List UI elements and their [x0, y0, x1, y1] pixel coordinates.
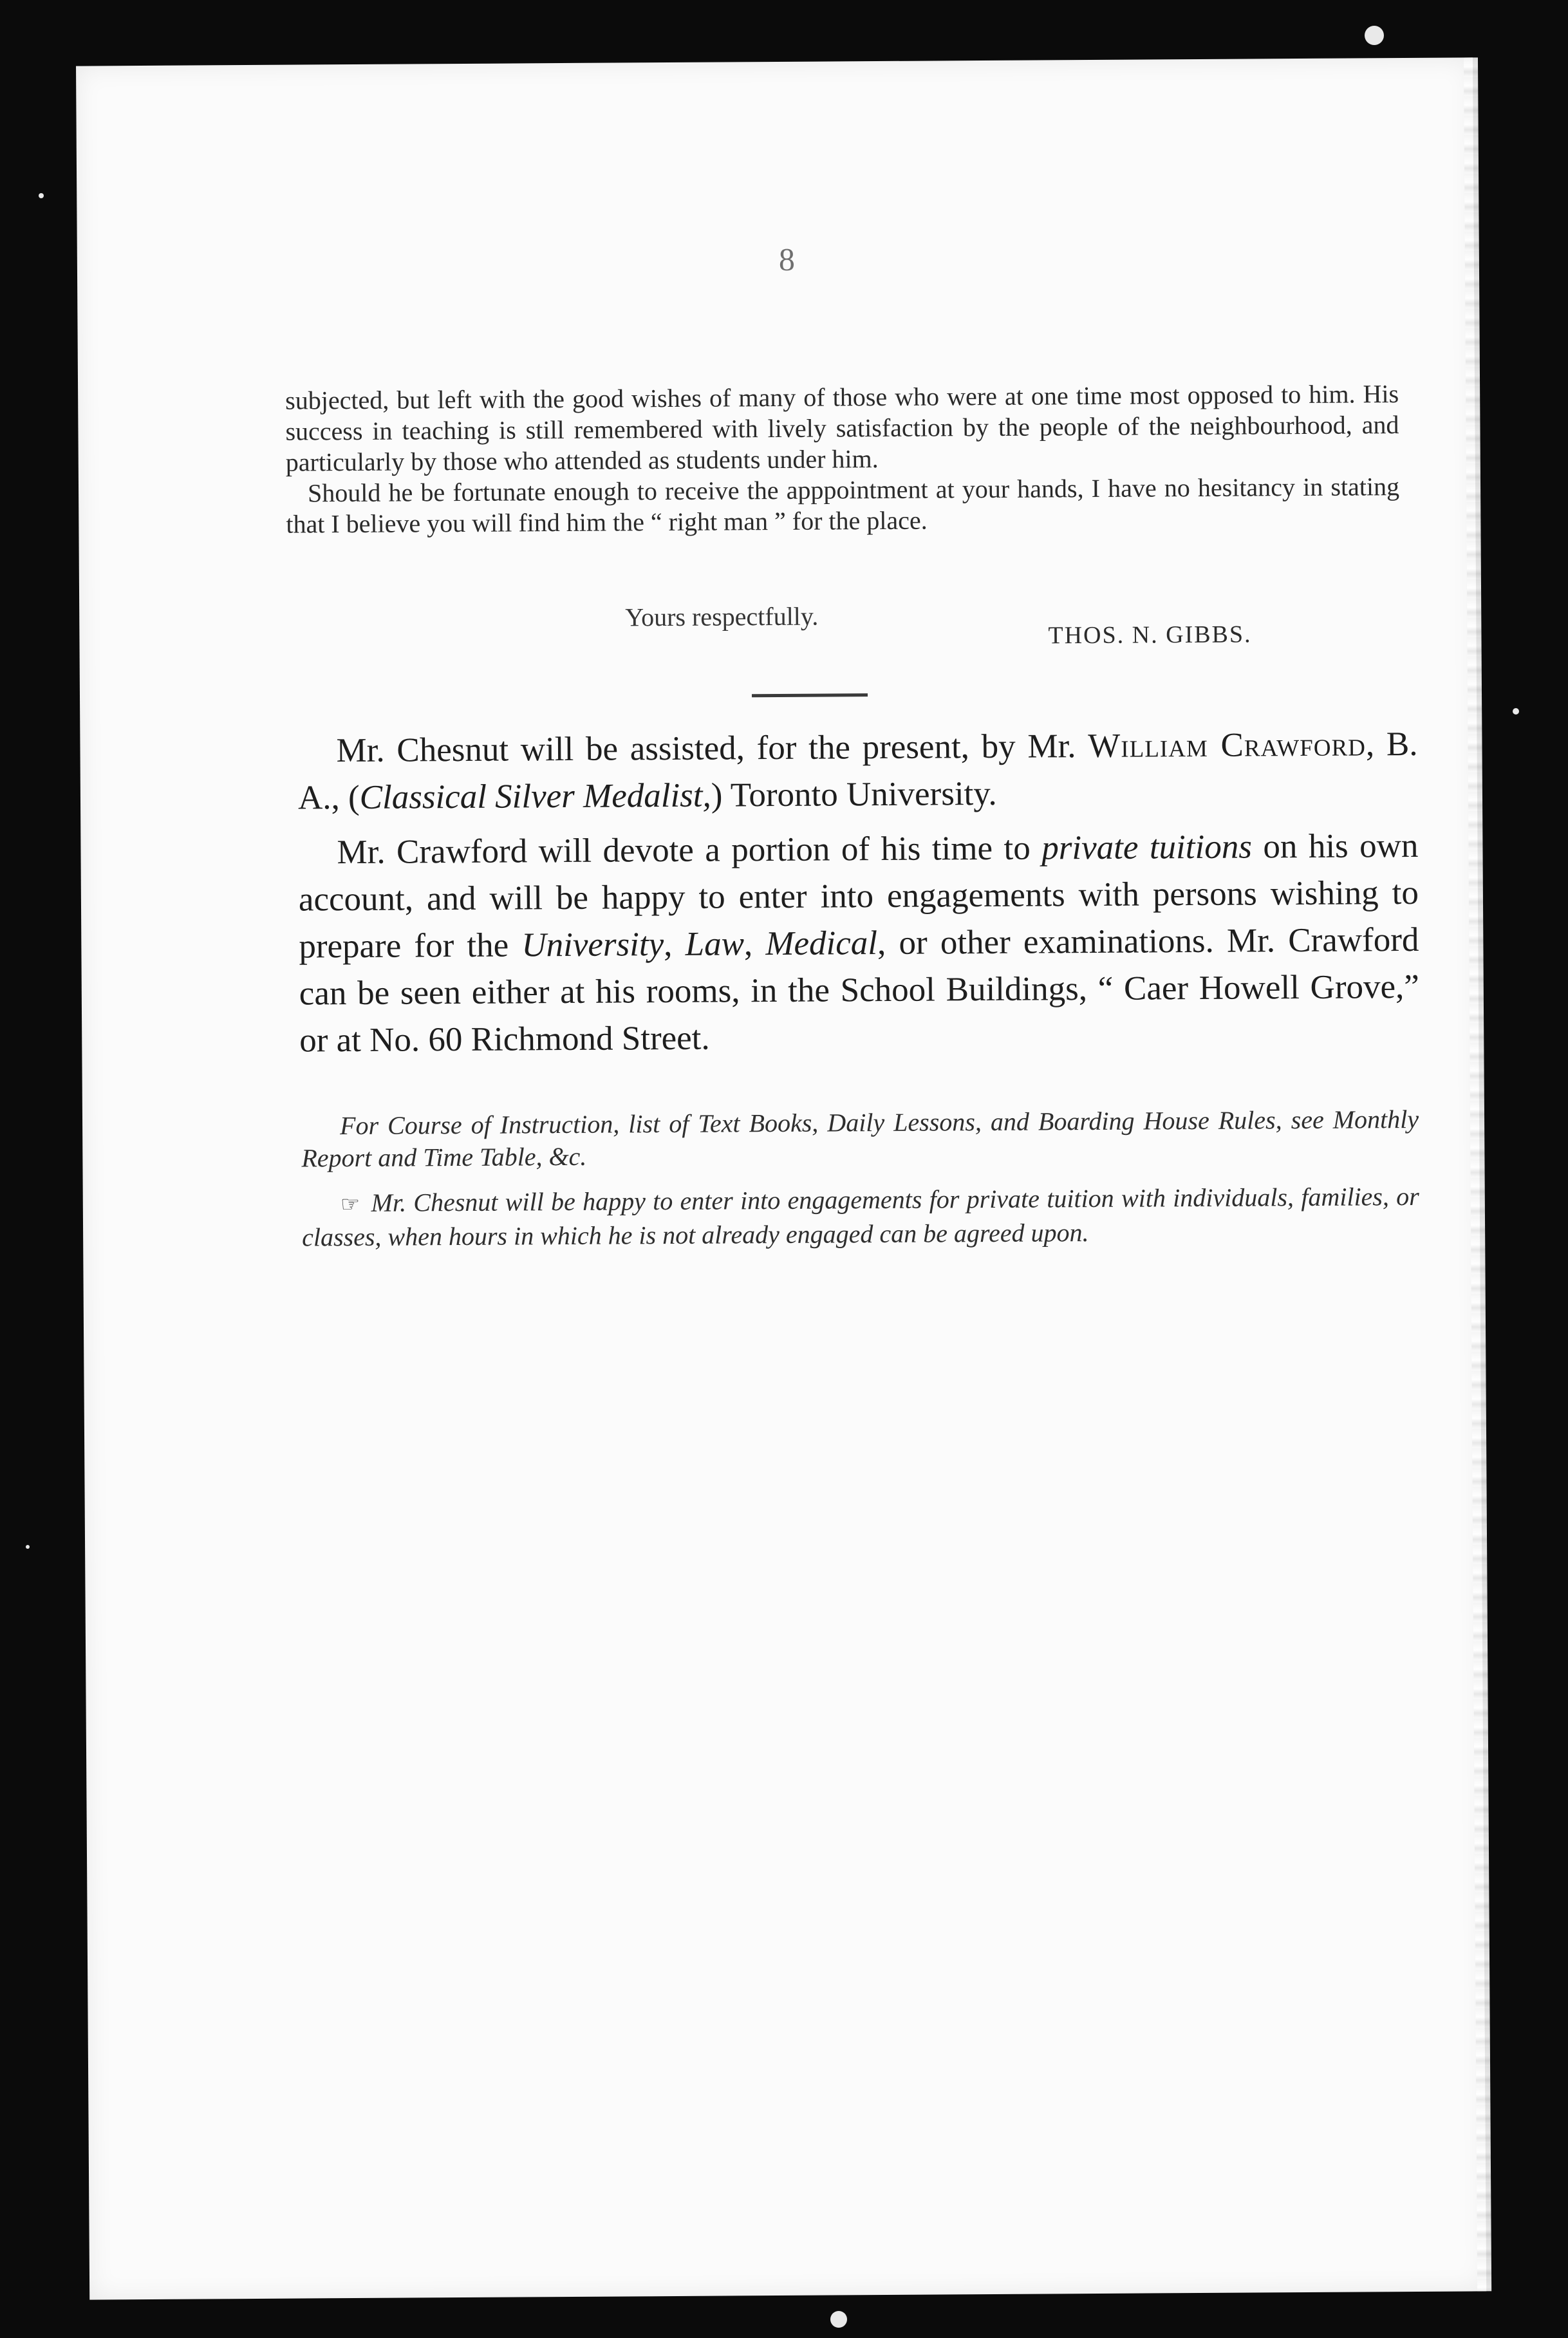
page-torn-edge — [1464, 57, 1491, 2291]
document-page — [76, 57, 1486, 2299]
notice-text: on his own account, and will be happy to enter into engagements with persons wishing to prepare for the — [298, 827, 1419, 966]
scan-speck — [1513, 708, 1519, 715]
scan-speck — [830, 2311, 847, 2328]
notice-paragraph — [298, 823, 1419, 1065]
assistant-honour: Classical Silver Medalist, — [359, 776, 711, 816]
emphasis-private-tuitions: private tuitions — [1041, 828, 1253, 867]
notice-text: Mr. Chesnut will be assisted, for the present, by Mr. — [336, 727, 1076, 770]
scan-speck — [26, 1545, 30, 1549]
notice-text: , or other examinations. Mr. Crawford can be seen either at his rooms, in the School Buildings, “ Caer Howell Grove,” or at No. 60 Richmond Street. — [299, 921, 1419, 1060]
letter-paragraph: Should he be fortunate enough to receive the apppointment at your hands, I have no hesitancy in stating that I believe you will find him the “ right man ” for the place. — [286, 472, 1400, 539]
course-footnote: For Course of Instruction, list of Text Books, Daily Lessons, and Boarding House Rules, see Monthly Report and Time Table, &c. — [301, 1104, 1419, 1173]
notice-paragraph — [297, 721, 1418, 822]
section-divider — [752, 693, 868, 697]
notice-text: , — [663, 925, 673, 964]
scan-speck — [1365, 26, 1384, 45]
letter-body — [285, 379, 1399, 540]
assistant-name: William Crawford — [1088, 725, 1367, 765]
scan-speck — [39, 193, 44, 198]
pointing-hand-icon: ☞ — [340, 1192, 359, 1217]
notice-text: ) Toronto University. — [711, 774, 997, 814]
emphasis-medical: Medical — [765, 924, 878, 963]
assistant-notice — [297, 721, 1419, 1072]
tuition-footnote — [302, 1181, 1420, 1254]
emphasis-university: University — [521, 926, 664, 964]
tuition-text: Mr. Chesnut will be happy to enter into engagements for private tuition with individuals, families, or classes, when hours in which he is not already engaged can be agreed upon. — [302, 1181, 1419, 1252]
page-number: 8 — [778, 241, 796, 277]
notice-text: , B. A., ( — [297, 725, 1418, 817]
notice-text: , — [743, 925, 753, 963]
footnotes — [301, 1103, 1419, 1267]
notice-text: Mr. Crawford will devote a portion of his time to — [337, 829, 1031, 872]
letter-signature: THOS. N. GIBBS. — [1048, 621, 1252, 650]
letter-closing: Yours respectfully. — [625, 601, 819, 632]
emphasis-law: Law — [685, 925, 745, 963]
letter-paragraph: subjected, but left with the good wishes of many of those who were at one time most opposed to him. His success in teaching is still remembered with lively satisfaction by the people of the neighbourhood, and particularly by those who attended as students under him. — [285, 379, 1399, 477]
